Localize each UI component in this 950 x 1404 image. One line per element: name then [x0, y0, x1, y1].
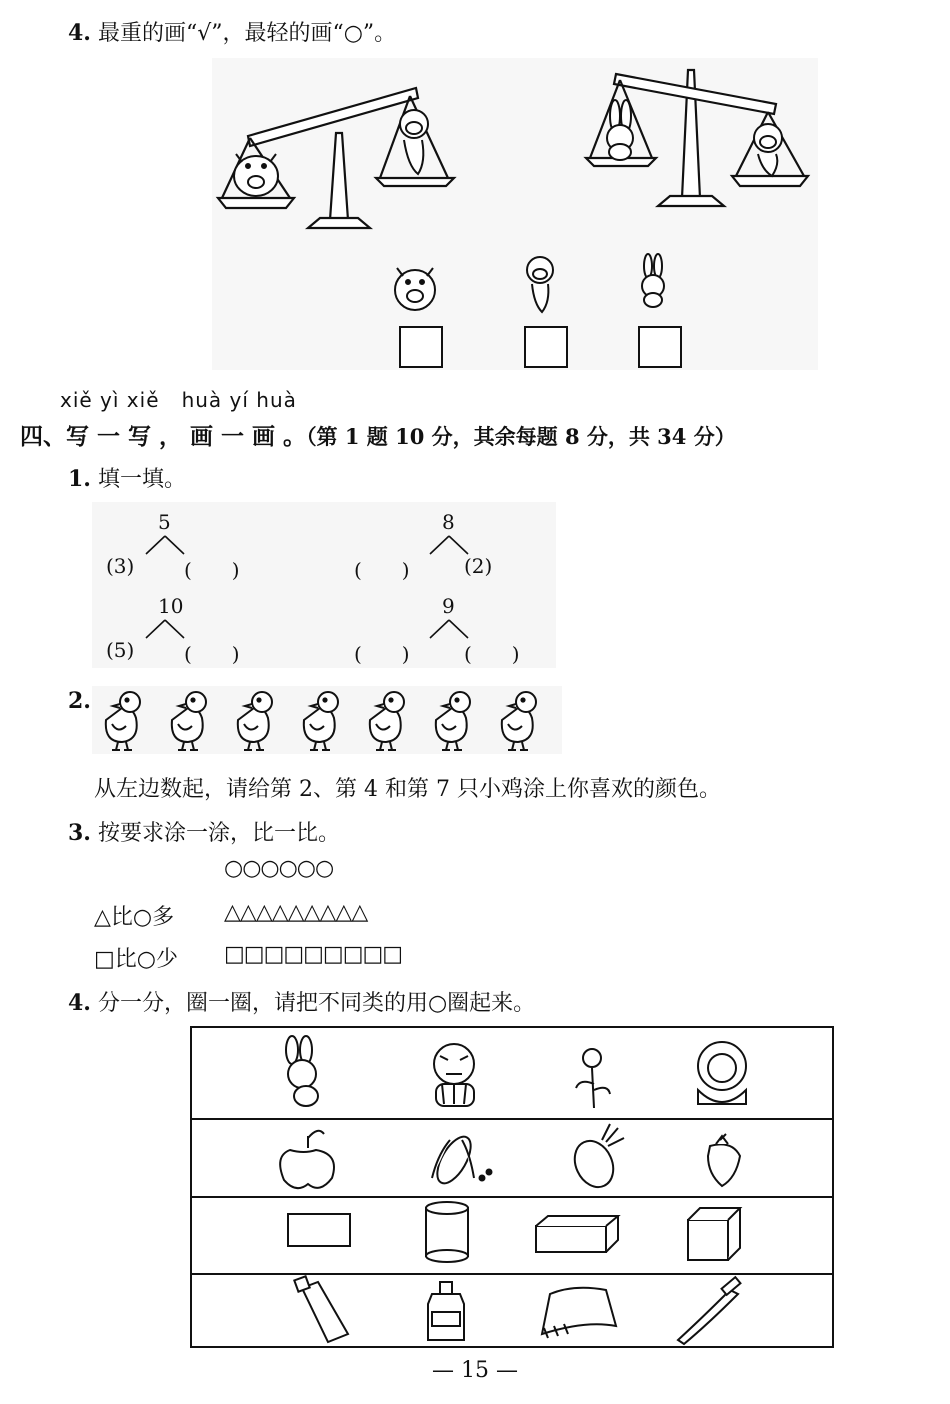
- rectangle-icon[interactable]: [288, 1214, 350, 1246]
- q4-number: 4.: [68, 990, 91, 1016]
- pig-icon: [395, 268, 435, 310]
- triangles-row[interactable]: △△△△△△△△△: [224, 900, 368, 925]
- cylinder-icon[interactable]: [426, 1202, 468, 1262]
- tree4-branches: [426, 618, 472, 640]
- q4-top-line: [68, 16, 396, 47]
- tree3-left: (5): [106, 638, 135, 662]
- cuboid-icon[interactable]: [536, 1216, 618, 1252]
- q1-number: 1.: [68, 466, 91, 492]
- tree1-right-blank[interactable]: ( ): [184, 558, 240, 582]
- number-tree-panel: [92, 502, 556, 668]
- q4-top-text: 最重的画“√”，最轻的画“○”。: [97, 21, 397, 46]
- tiger-icon[interactable]: [434, 1044, 474, 1106]
- q4-line: [68, 986, 535, 1017]
- tree2-left-blank[interactable]: ( ): [354, 558, 410, 582]
- tree2-right: (2): [464, 554, 493, 578]
- tree2-branches: [426, 534, 472, 556]
- q1-line: [68, 462, 186, 493]
- toothbrush-icon[interactable]: [678, 1277, 740, 1344]
- tree3-branches: [142, 618, 188, 640]
- apple-icon[interactable]: [280, 1131, 334, 1188]
- section-score: （第 1 题 10 分，其余每题 8 分，共 34 分）: [306, 424, 736, 449]
- rabbit-icon: [607, 100, 633, 160]
- section-heading: [20, 418, 736, 451]
- towel-icon[interactable]: [542, 1288, 616, 1338]
- tree4-right-blank[interactable]: ( ): [464, 642, 520, 666]
- square-label: □比○少: [94, 947, 178, 972]
- q3-number: 3.: [68, 820, 91, 846]
- section-title: 四、写 一 写 ， 画 一 画 。: [20, 424, 307, 450]
- pineapple-icon[interactable]: [568, 1124, 624, 1193]
- circles-row: ○○○○○○: [224, 856, 334, 881]
- flower-icon[interactable]: [576, 1049, 610, 1108]
- tree1-left: (3): [106, 554, 135, 578]
- toothpaste-icon[interactable]: [294, 1276, 348, 1342]
- bottle-icon[interactable]: [428, 1282, 464, 1340]
- lion-icon[interactable]: [698, 1042, 746, 1104]
- rabbit-icon[interactable]: [286, 1036, 318, 1106]
- classification-table: [190, 1026, 834, 1348]
- cube-icon[interactable]: [688, 1208, 740, 1260]
- tree4-top: 9: [442, 594, 455, 618]
- answer-box-monkey[interactable]: [524, 326, 568, 368]
- balance-scales-figure: [212, 58, 818, 370]
- tree1-branches: [142, 534, 188, 556]
- q1-text: 填一填。: [97, 467, 186, 492]
- section-pinyin: xiě yì xiě huà yí huà: [60, 388, 297, 412]
- chicks-row: [92, 686, 562, 754]
- tree1-top: 5: [158, 510, 171, 534]
- q4-text: 分一分，圈一圈，请把不同类的用○圈起来。: [97, 991, 536, 1016]
- q2-number-line: [68, 688, 91, 714]
- page-number: — 15 —: [432, 1358, 518, 1383]
- q2-number: 2.: [68, 688, 91, 714]
- triangle-label: △比○多: [94, 905, 175, 930]
- tree3-top: 10: [158, 594, 184, 618]
- strawberry-icon[interactable]: [708, 1134, 740, 1186]
- tree4-left-blank[interactable]: ( ): [354, 642, 410, 666]
- tree3-right-blank[interactable]: ( ): [184, 642, 240, 666]
- squares-row[interactable]: □□□□□□□□□: [224, 942, 403, 967]
- answer-box-pig[interactable]: [399, 326, 443, 368]
- q2-instruction: 从左边数起，请给第 2、第 4 和第 7 只小鸡涂上你喜欢的颜色。: [94, 777, 721, 802]
- q3-line: [68, 816, 340, 847]
- tree2-top: 8: [442, 510, 455, 534]
- pig-icon: [234, 154, 278, 196]
- corn-icon[interactable]: [431, 1131, 492, 1188]
- answer-box-rabbit[interactable]: [638, 326, 682, 368]
- q3-text: 按要求涂一涂，比一比。: [97, 821, 340, 846]
- classification-icons: [192, 1028, 832, 1346]
- q4-top-number: 4.: [68, 20, 91, 46]
